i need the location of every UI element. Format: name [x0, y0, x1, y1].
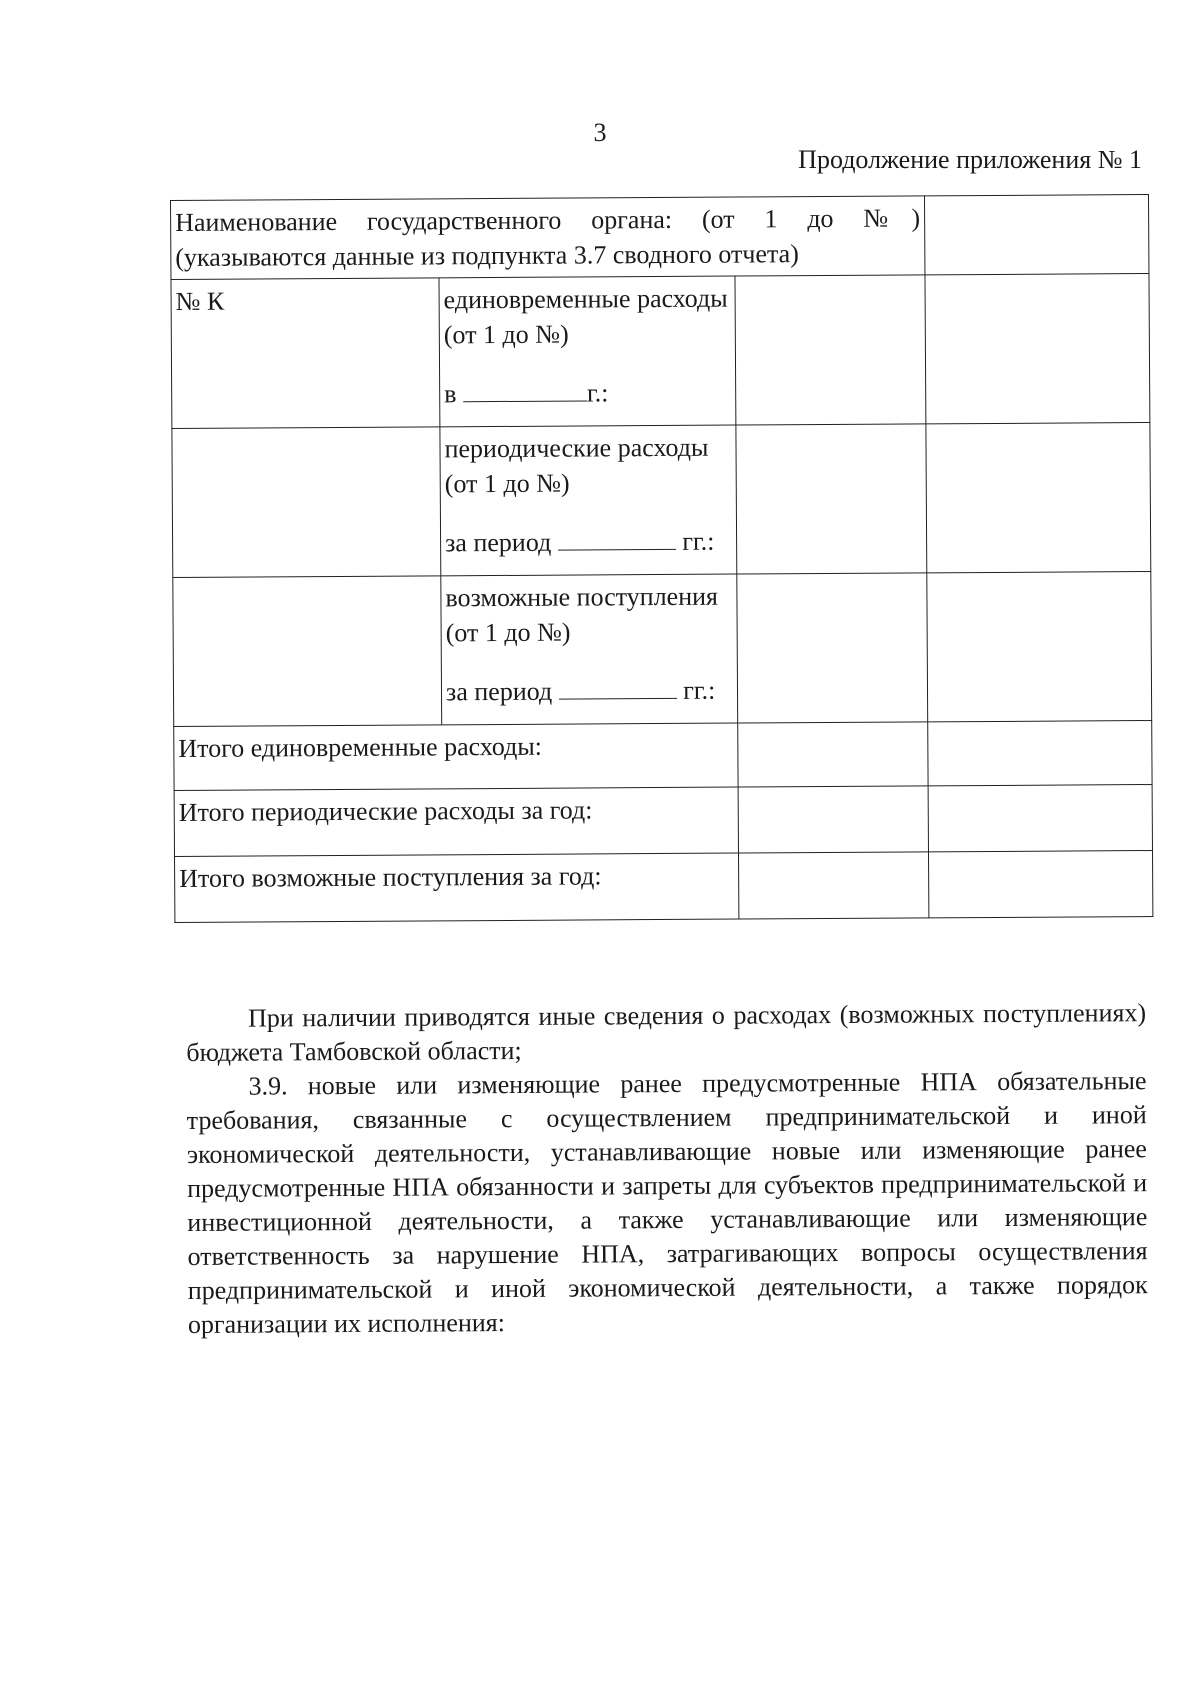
total-label: Итого единовременные расходы: [174, 723, 738, 790]
value-cell [735, 275, 926, 425]
org-name-line2: (указываются данные из подпункта 3.7 сводного отчета) [175, 239, 799, 272]
nk-cell: № К [171, 278, 440, 429]
cost-label-cell [441, 574, 738, 725]
cost-title: единовременные расходы [443, 283, 728, 315]
cost-table [170, 194, 1153, 923]
paragraph-other-info: При наличии приводятся иные сведения о расходах (возможных поступлениях) бюджета Тамбовской области; [186, 998, 1147, 1067]
value-cell [928, 721, 1152, 786]
cost-row [171, 274, 1150, 429]
total-label: Итого возможные поступления за год: [175, 853, 739, 922]
period-blank [463, 378, 587, 402]
value-cell [925, 274, 1150, 424]
cost-row [172, 423, 1151, 578]
cost-range: (от 1 до №) [444, 468, 570, 499]
org-name-cell [171, 196, 925, 280]
org-value-cell [925, 195, 1149, 275]
value-cell [929, 851, 1153, 918]
value-cell [926, 423, 1151, 573]
org-row [171, 195, 1149, 280]
cost-range: (от 1 до №) [445, 617, 571, 648]
period-suffix: г.: [586, 378, 609, 408]
page-number: 3 [593, 118, 607, 147]
total-row [175, 851, 1153, 923]
cost-range: (от 1 до №) [443, 319, 569, 350]
cost-period [446, 673, 733, 710]
value-cell [738, 722, 928, 787]
period-suffix: гг.: [682, 526, 715, 556]
cost-period [444, 375, 731, 412]
org-name-line1: Наименование государственного органа: (от 1 до №) [175, 203, 921, 237]
period-blank [559, 676, 677, 700]
total-row [174, 785, 1152, 857]
value-cell [738, 786, 928, 853]
total-label: Итого периодические расходы за год: [174, 787, 738, 856]
cost-label-cell [439, 276, 736, 427]
cost-period [445, 524, 732, 561]
body-text [186, 996, 1148, 1342]
value-cell [738, 852, 928, 919]
value-cell [736, 424, 927, 574]
cost-label-cell [440, 425, 737, 576]
value-cell [927, 572, 1152, 722]
empty-cell [173, 576, 442, 727]
period-prefix: в [444, 379, 457, 409]
total-row [174, 721, 1152, 791]
cost-title: периодические расходы [444, 432, 709, 464]
value-cell [928, 785, 1152, 852]
period-suffix: гг.: [683, 675, 716, 705]
cost-title: возможные поступления [445, 581, 719, 613]
paragraph-3-9: 3.9. новые или изменяющие ранее предусмотренные НПА обязательные требования, связанные с осуществлением предпринимательской и иной экономической деятельности, устанавливающие новые или изменяющие ранее предусмотренные НПА обязанности и запреты для субъектов предпринимательской и инвестиционной деятельности, а также устанавливающие или изменяющие ответственность за нарушение НПА, затрагивающих вопросы осуществления предпринимательской и иной экономической деятельности, а также порядок организации их исполнения: [186, 1066, 1148, 1339]
empty-cell [172, 427, 441, 578]
period-blank [558, 527, 676, 551]
appendix-label: Продолжение приложения № 1 [798, 145, 1142, 174]
cost-row [173, 572, 1152, 727]
value-cell [737, 573, 928, 723]
period-prefix: за период [445, 676, 553, 707]
period-prefix: за период [445, 527, 552, 558]
